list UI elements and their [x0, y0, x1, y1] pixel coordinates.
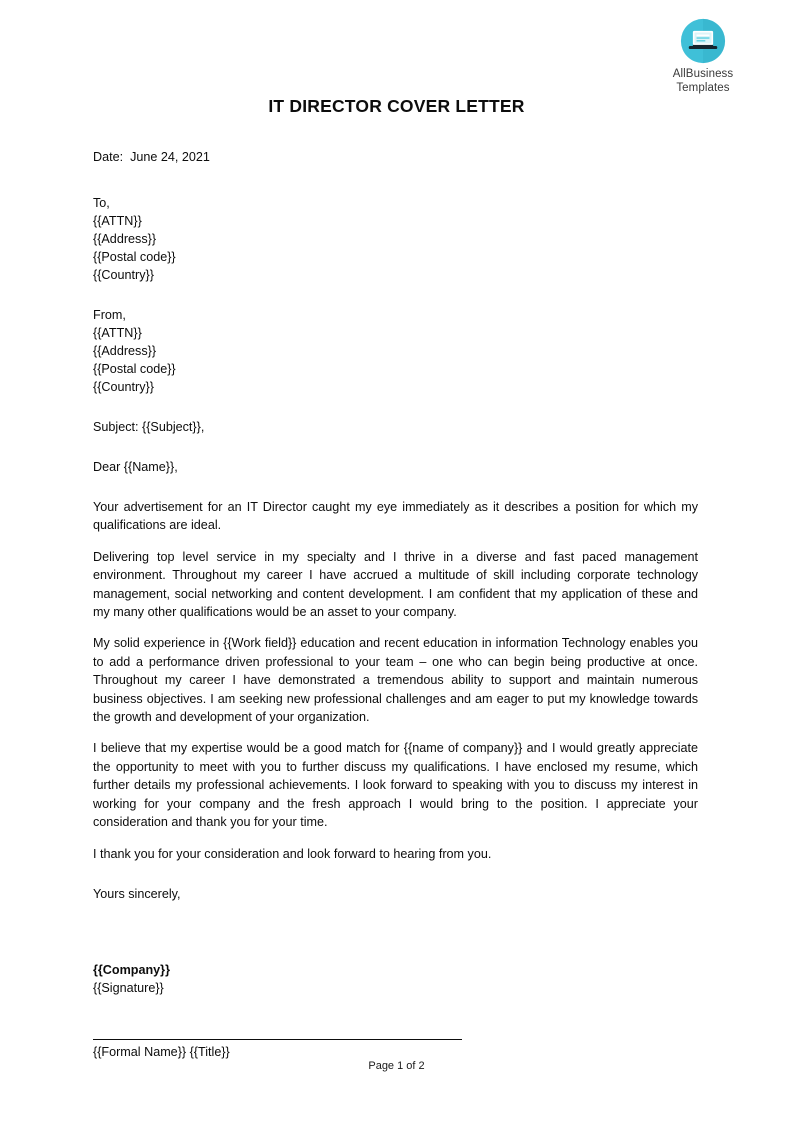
signature-placeholder: {{Signature}}: [93, 980, 164, 995]
formal-name-title: {{Formal Name}} {{Title}}: [93, 1044, 230, 1059]
body-paragraph-4: I believe that my expertise would be a good match for {{name of company}} and I would greatly appreciate the opportunity to meet with you to further discuss my qualifications. I have enclosed my resume, which further details my professional achievements. I look forward to speaking with you to discuss my interest in working for your company and the fresh approach I would bring to the position. I appreciate your consideration and thank you for your time.: [93, 741, 698, 830]
spacer-between-addresses: [93, 284, 698, 306]
date-label: Date:: [93, 150, 124, 164]
spacer-before-rule: [93, 997, 698, 1039]
signature-space: [93, 903, 698, 961]
page-footer: Page 1 of 2: [368, 1060, 425, 1072]
page-title: IT DIRECTOR COVER LETTER: [268, 96, 525, 116]
spacer-after-date: [93, 166, 698, 194]
from-line-2: {{Address}}: [93, 344, 157, 358]
sender-address-block: [93, 306, 698, 396]
date-value: June 24, 2021: [130, 150, 210, 164]
spacer-before-salutation: [93, 436, 698, 458]
to-line-3: {{Postal code}}: [93, 250, 176, 264]
brand-name-line1: AllBusiness: [672, 68, 734, 80]
from-line-3: {{Postal code}}: [93, 362, 176, 376]
to-line-1: {{ATTN}}: [93, 214, 142, 228]
spacer-before-body: [93, 476, 698, 498]
from-line-4: {{Country}}: [93, 380, 154, 394]
subject-line: Subject: {{Subject}},: [93, 420, 205, 434]
brand-name: [649, 68, 757, 95]
body-paragraph-1: Your advertisement for an IT Director caught my eye immediately as it describes a position for which my qualifications are ideal.: [93, 500, 698, 533]
recipient-address-block: [93, 194, 698, 284]
salutation: Dear {{Name}},: [93, 460, 178, 474]
letter-body: [93, 148, 698, 1061]
date-line: [93, 148, 698, 166]
to-line-4: {{Country}}: [93, 268, 154, 282]
closing-salutation: Yours sincerely,: [93, 886, 181, 901]
brand-logo: [649, 18, 757, 95]
laptop-icon: [680, 18, 726, 64]
from-line-1: {{ATTN}}: [93, 326, 142, 340]
to-line-2: {{Address}}: [93, 232, 157, 246]
body-paragraph-5: I thank you for your consideration and look forward to hearing from you.: [93, 846, 492, 861]
to-line-0: To,: [93, 196, 110, 210]
company-name: {{Company}}: [93, 962, 170, 977]
body-paragraph-3: My solid experience in {{Work field}} education and recent education in information Technology enables you to add a performance driven professional to your team – one who can begin being productive at once. Throughout my career I have demonstrated a tremendous ability to support and maintain numerous business objectives. I am seeking new professional challenges and am eager to put my knowledge towards the growth and development of your organization.: [93, 636, 698, 725]
spacer-before-closing: [93, 863, 698, 885]
body-paragraph-2: Delivering top level service in my specialty and I thrive in a diverse and fast paced management environment. Throughout my career I have accrued a multitude of skill including corporate technology management, social networking and content development. I am confident that my application of these and my many other qualifications would be an asset to your company.: [93, 549, 698, 620]
spacer-before-subject: [93, 396, 698, 418]
brand-name-line2: Templates: [676, 81, 730, 94]
from-line-0: From,: [93, 308, 126, 322]
